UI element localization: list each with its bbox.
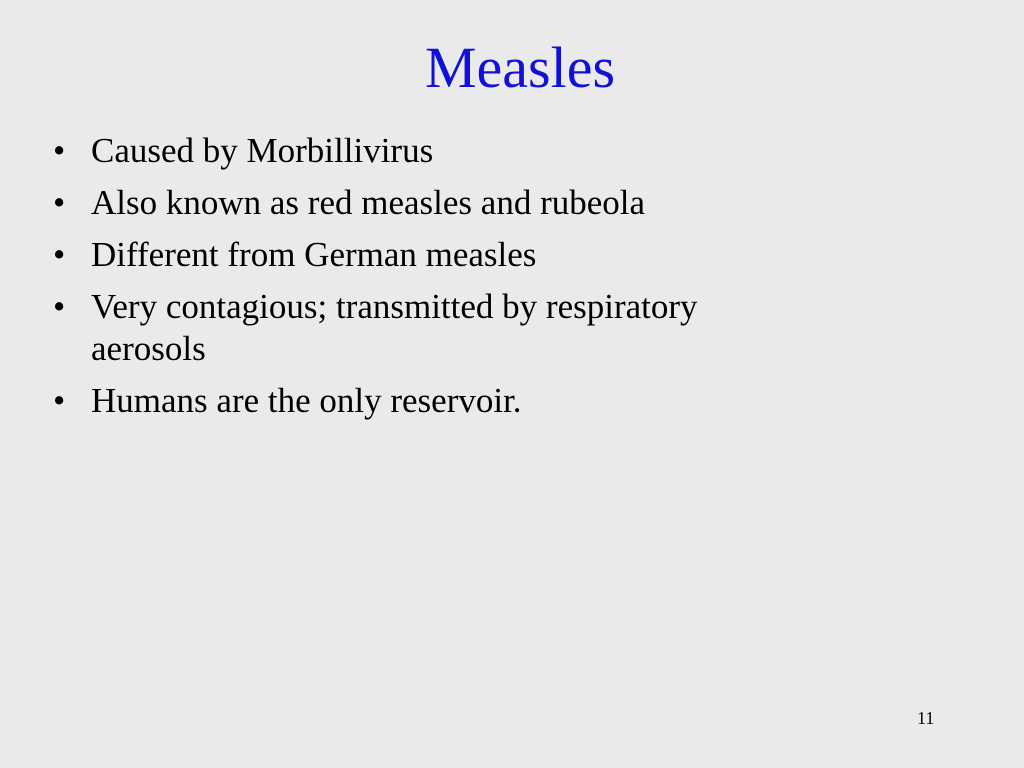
bullet-item — [50, 380, 810, 422]
bullet-icon: • — [53, 183, 66, 222]
bullet-list — [50, 130, 810, 432]
bullet-icon: • — [53, 131, 66, 170]
bullet-item — [50, 130, 810, 172]
bullet-text: Also known as red measles and rubeola — [91, 183, 646, 222]
bullet-item — [50, 182, 810, 224]
bullet-text: Different from German measles — [91, 235, 537, 274]
bullet-text: Humans are the only reservoir. — [91, 381, 522, 420]
bullet-text: Caused by Morbillivirus — [91, 131, 434, 170]
slide-title: Measles — [424, 35, 616, 100]
bullet-icon: • — [53, 381, 66, 420]
bullet-icon: • — [53, 235, 66, 274]
bullet-icon: • — [53, 287, 66, 326]
bullet-item — [50, 286, 810, 370]
bullet-item — [50, 234, 810, 276]
page-number: 11 — [917, 708, 935, 728]
bullet-text: Very contagious; transmitted by respiratory aerosols — [91, 287, 698, 368]
